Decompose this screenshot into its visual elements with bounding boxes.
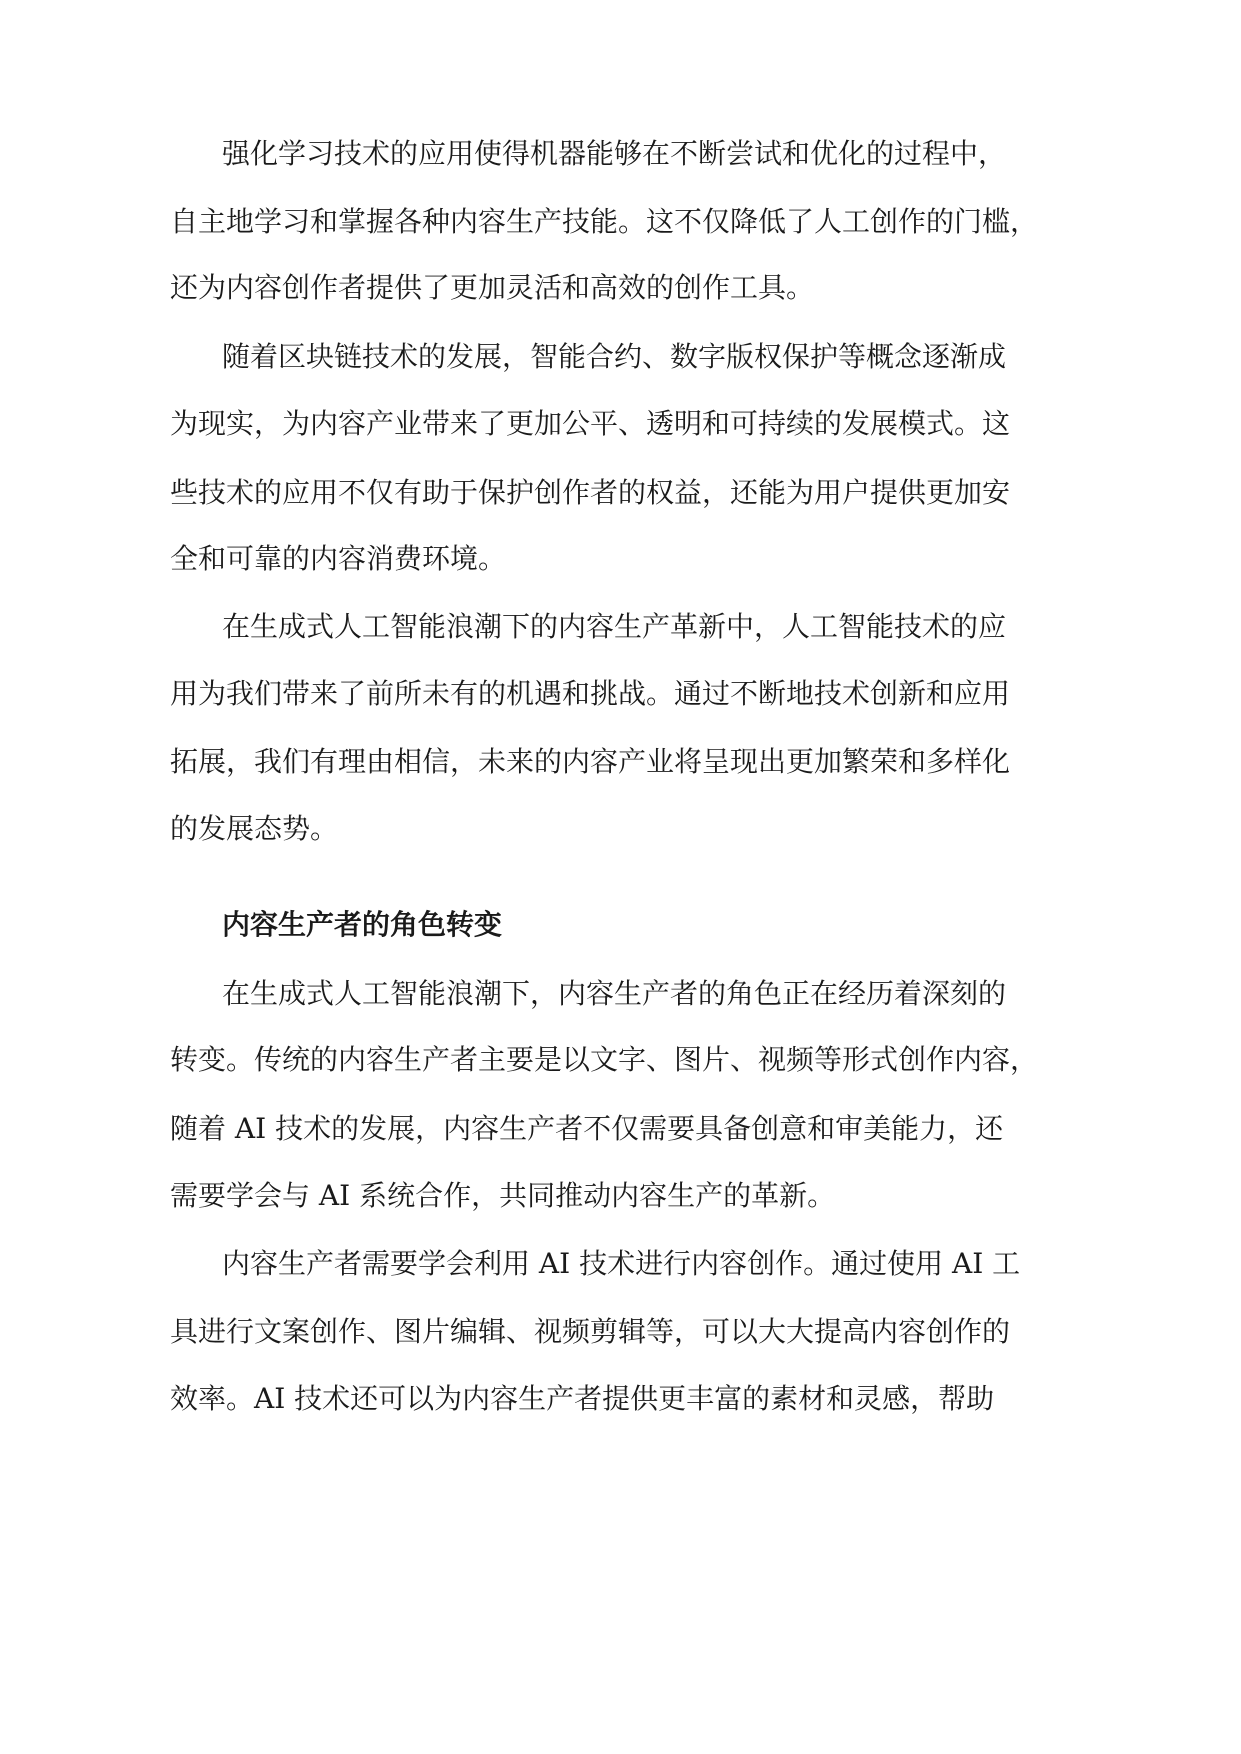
paragraph-line: 用为我们带来了前所未有的机遇和挑战。通过不断地技术创新和应用 — [170, 677, 1011, 710]
paragraph-line: 拓展，我们有理由相信，未来的内容产业将呈现出更加繁荣和多样化 — [170, 745, 1011, 778]
paragraph-line: 效率。AI 技术还可以为内容生产者提供更丰富的素材和灵感，帮助 — [170, 1382, 995, 1415]
paragraph-line: 需要学会与 AI 系统合作，共同推动内容生产的革新。 — [170, 1179, 836, 1212]
paragraph-line: 在生成式人工智能浪潮下，内容生产者的角色正在经历着深刻的 — [222, 977, 1007, 1010]
paragraph-line: 在生成式人工智能浪潮下的内容生产革新中，人工智能技术的应 — [222, 610, 1007, 643]
paragraph-line: 随着 AI 技术的发展，内容生产者不仅需要具备创意和审美能力，还 — [170, 1112, 1004, 1145]
paragraph-line: 随着区块链技术的发展，智能合约、数字版权保护等概念逐渐成 — [222, 340, 1007, 373]
paragraph-line: 自主地学习和掌握各种内容生产技能。这不仅降低了人工创作的门槛， — [170, 205, 1039, 238]
paragraph-line: 为现实，为内容产业带来了更加公平、透明和可持续的发展模式。这 — [170, 407, 1011, 440]
paragraph-line: 转变。传统的内容生产者主要是以文字、图片、视频等形式创作内容， — [170, 1043, 1039, 1076]
paragraph-line: 的发展态势。 — [170, 812, 339, 845]
paragraph-line: 全和可靠的内容消费环境。 — [170, 542, 507, 575]
section-heading: 内容生产者的角色转变 — [222, 908, 503, 941]
paragraph-line: 强化学习技术的应用使得机器能够在不断尝试和优化的过程中， — [222, 137, 1007, 170]
paragraph-line: 内容生产者需要学会利用 AI 技术进行内容创作。通过使用 AI 工 — [222, 1247, 1021, 1280]
paragraph-line: 具进行文案创作、图片编辑、视频剪辑等，可以大大提高内容创作的 — [170, 1315, 1011, 1348]
paragraph-line: 些技术的应用不仅有助于保护创作者的权益，还能为用户提供更加安 — [170, 476, 1011, 509]
paragraph-line: 还为内容创作者提供了更加灵活和高效的创作工具。 — [170, 271, 815, 304]
